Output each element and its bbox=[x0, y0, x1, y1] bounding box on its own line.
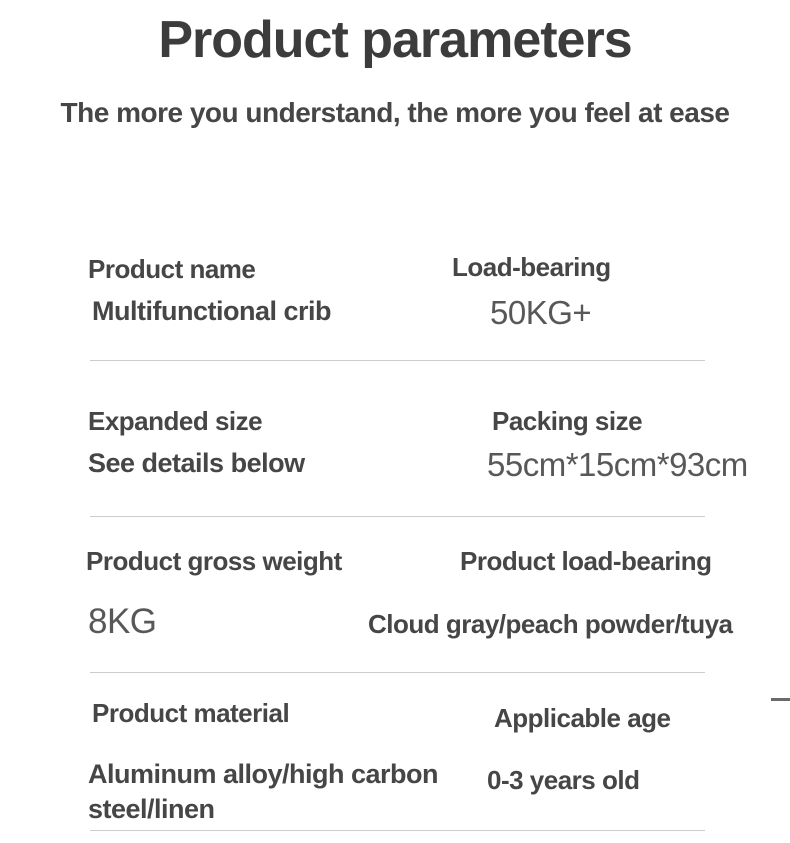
row4-right-value: 0-3 years old bbox=[487, 765, 640, 795]
row3-right-label: Product load-bearing bbox=[460, 546, 712, 576]
row2-right-value: 55cm*15cm*93cm bbox=[487, 446, 748, 483]
right-edge-dash bbox=[771, 698, 790, 701]
row4-left-label: Product material bbox=[92, 698, 290, 728]
row3-left-value: 8KG bbox=[88, 602, 157, 641]
row3-left-label: Product gross weight bbox=[86, 546, 342, 576]
row1-right-label: Load-bearing bbox=[452, 252, 611, 282]
row-divider-4 bbox=[90, 830, 705, 831]
page-title: Product parameters bbox=[158, 11, 632, 69]
row1-left-value: Multifunctional crib bbox=[92, 296, 331, 326]
row4-left-value: Aluminum alloy/high carbon steel/linen bbox=[88, 759, 439, 824]
row4-right-label: Applicable age bbox=[494, 703, 671, 733]
row2-left-value: See details below bbox=[88, 448, 305, 478]
row3-right-value: Cloud gray/peach powder/tuya bbox=[368, 609, 733, 639]
page-subtitle: The more you understand, the more you feel at ease bbox=[60, 97, 730, 128]
row-divider-1 bbox=[90, 360, 705, 361]
row2-left-label: Expanded size bbox=[88, 406, 263, 436]
row1-right-value: 50KG+ bbox=[490, 294, 592, 331]
row-divider-2 bbox=[90, 516, 705, 517]
row2-right-label: Packing size bbox=[492, 406, 643, 436]
row-divider-3 bbox=[90, 672, 705, 673]
row1-left-label: Product name bbox=[88, 254, 256, 284]
